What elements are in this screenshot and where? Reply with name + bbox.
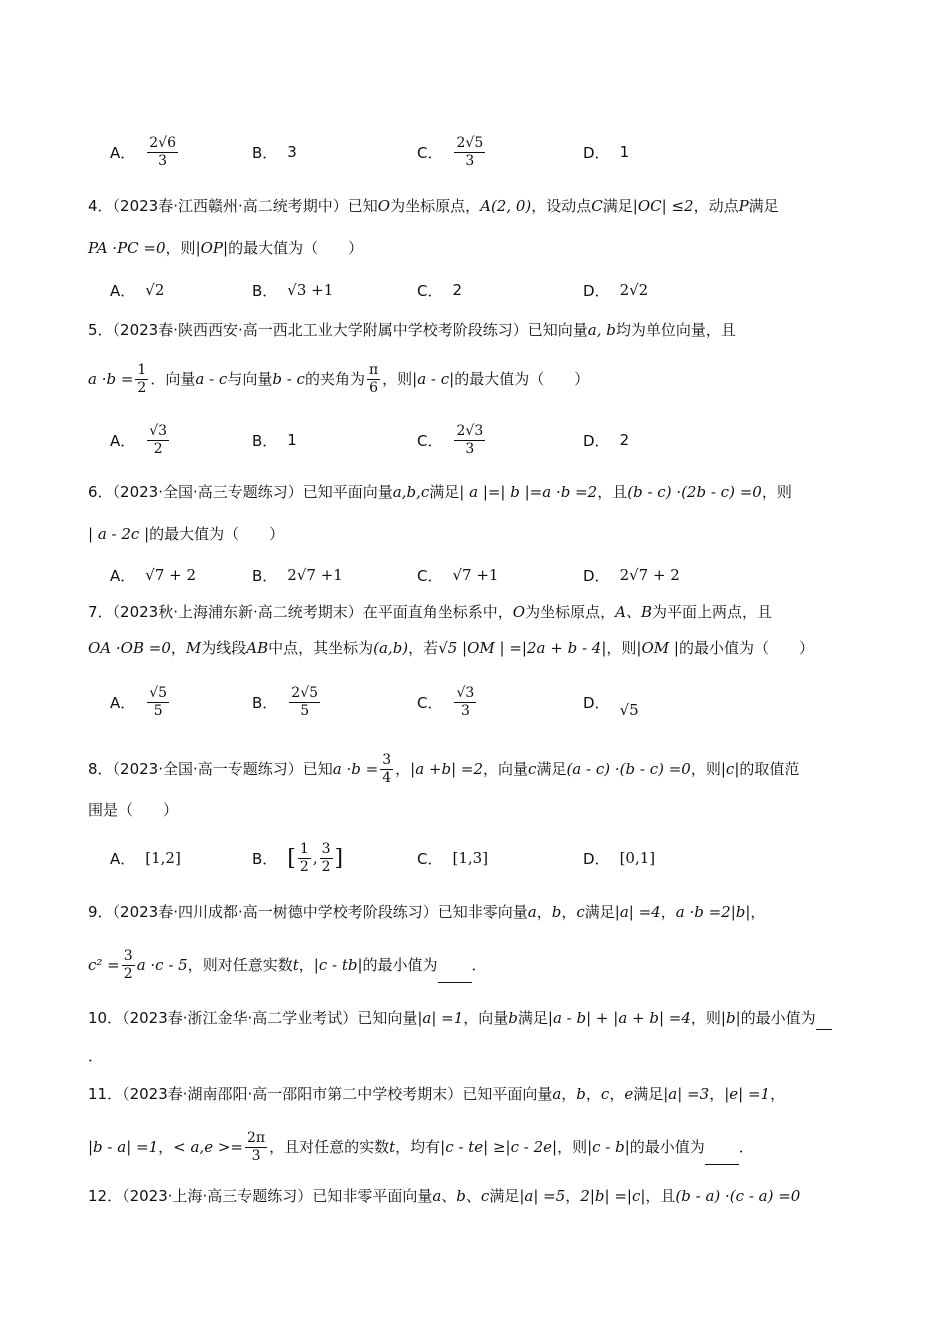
q4-stem-line-1: 4．（2023春·江西赣州·高二统考期中）已知O为坐标原点，A(2, 0)，设动点C满足|OC| ≤2，动点P满足 <box>88 197 779 215</box>
q11-answer-blank[interactable] <box>705 1148 739 1165</box>
q5-option-d[interactable]: D． 2 <box>583 431 630 450</box>
q11-stem-line-2: |b - a| =1，< a,e >= $\frac{2\pi}{3}$ ，且对任意的实数t，均有|c - te| ≥|c - 2e|，则|c - b|的最小值为 ． <box>88 1130 754 1164</box>
q4-option-a[interactable]: A． √2 <box>110 281 165 300</box>
q7-stem-line-1: 7．（2023秋·上海浦东新·高二统考期末）在平面直角坐标系中，O为坐标原点，A、B为平面上两点，且 <box>88 603 772 621</box>
q6-stem-line-2: | a - 2c |的最大值为（ ） <box>88 525 285 543</box>
q5-stem-line-2: a ·b = $\frac{1}{2}$ ．向量a - c与向量b - c的夹角为 $\frac{\pi}{6}$ ，则|a - c|的最大值为（ ） <box>88 362 590 396</box>
q4-stem-line-2: PA ·PC =0，则|OP|的最大值为（ ） <box>88 239 364 257</box>
q3-options <box>110 130 870 174</box>
q7-options <box>110 680 870 724</box>
q4-option-b[interactable]: B． √3 +1 <box>252 281 334 300</box>
q5-option-c[interactable]: C． $\frac{2√3}{3}$ <box>417 422 484 457</box>
q4-option-c[interactable]: C． 2 <box>417 281 463 300</box>
q7-stem-line-2: OA ·OB =0，M为线段AB中点，其坐标为(a,b)，若√5 |OM | =|2a + b - 4|，则|OM |的最小值为（ ） <box>88 639 814 657</box>
q5-option-a[interactable]: A． $\frac{√3}{2}$ <box>110 422 168 457</box>
q7-option-b[interactable]: B． $\frac{2√5}{5}$ <box>252 684 319 719</box>
q3-option-c[interactable]: C． $\frac{2√5}{3}$ <box>417 134 484 169</box>
q8-stem-line-2: 围是（ ） <box>88 801 179 819</box>
q10-answer-blank[interactable] <box>816 1013 832 1030</box>
q9-stem-line-2: c² = $\frac{3}{2}$ a ·c - 5，则对任意实数t，|c - tb|的最小值为 ． <box>88 948 487 982</box>
q8-option-b[interactable]: B． [ $\frac{1}{2}$ , $\frac{3}{2}$ ] <box>252 840 344 875</box>
q5-options <box>110 418 870 462</box>
q3-option-b[interactable]: B． 3 <box>252 143 297 162</box>
q8-option-d[interactable]: D． [0,1] <box>583 849 656 868</box>
q6-stem-line-1: 6．（2023·全国·高三专题练习）已知平面向量a,b,c满足| a |=| b |=a ·b =2，且(b - c) ·(2b - c) =0，则 <box>88 483 792 501</box>
q12-stem-line-1: 12．（2023·上海·高三专题练习）已知非零平面向量a、b、c满足|a| =5，2|b| =|c|，且(b - a) ·(c - a) =0 <box>88 1187 801 1205</box>
q6-option-b[interactable]: B． 2√7 +1 <box>252 566 343 585</box>
q6-option-a[interactable]: A． √7 + 2 <box>110 566 197 585</box>
q10-stem-line-2: ． <box>88 1047 104 1065</box>
q5-stem-line-1: 5．（2023春·陕西西安·高一西北工业大学附属中学校考阶段练习）已知向量a, b均为单位向量，且 <box>88 321 736 339</box>
q9-stem-line-1: 9．（2023春·四川成都·高一树德中学校考阶段练习）已知非零向量a，b，c满足|a| =4，a ·b =2|b|， <box>88 903 766 921</box>
q3-option-a[interactable]: A． $\frac{2√6}{3}$ <box>110 134 177 169</box>
q4-options <box>110 268 870 312</box>
q4-option-d[interactable]: D． 2√2 <box>583 281 649 300</box>
q8-option-a[interactable]: A． [1,2] <box>110 849 181 868</box>
q5-option-b[interactable]: B． 1 <box>252 431 297 450</box>
q6-option-d[interactable]: D． 2√7 + 2 <box>583 566 680 585</box>
q11-stem-line-1: 11．（2023春·湖南邵阳·高一邵阳市第二中学校考期末）已知平面向量a，b，c，e满足|a| =3，|e| =1， <box>88 1085 786 1103</box>
q6-option-c[interactable]: C． √7 +1 <box>417 566 499 585</box>
q8-stem-line-1: 8．（2023·全国·高一专题练习）已知a ·b = $\frac{3}{4}$ ，|a +b| =2，向量c满足(a - c) ·(b - c) =0，则|c|的取值范 <box>88 752 800 786</box>
q10-stem-line-1: 10．（2023春·浙江金华·高二学业考试）已知向量|a| =1，向量b满足|a - b| + |a + b| =4，则|b|的最小值为 <box>88 1006 870 1030</box>
q7-option-d[interactable]: D． √5 <box>583 693 639 719</box>
q6-options <box>110 553 870 597</box>
q3-option-d[interactable]: D． 1 <box>583 143 630 162</box>
q7-option-a[interactable]: A． $\frac{√5}{5}$ <box>110 684 168 719</box>
q8-option-c[interactable]: C． [1,3] <box>417 849 489 868</box>
q8-options <box>110 836 870 880</box>
q9-answer-blank[interactable] <box>438 966 472 983</box>
q7-option-c[interactable]: C． $\frac{√3}{3}$ <box>417 684 475 719</box>
